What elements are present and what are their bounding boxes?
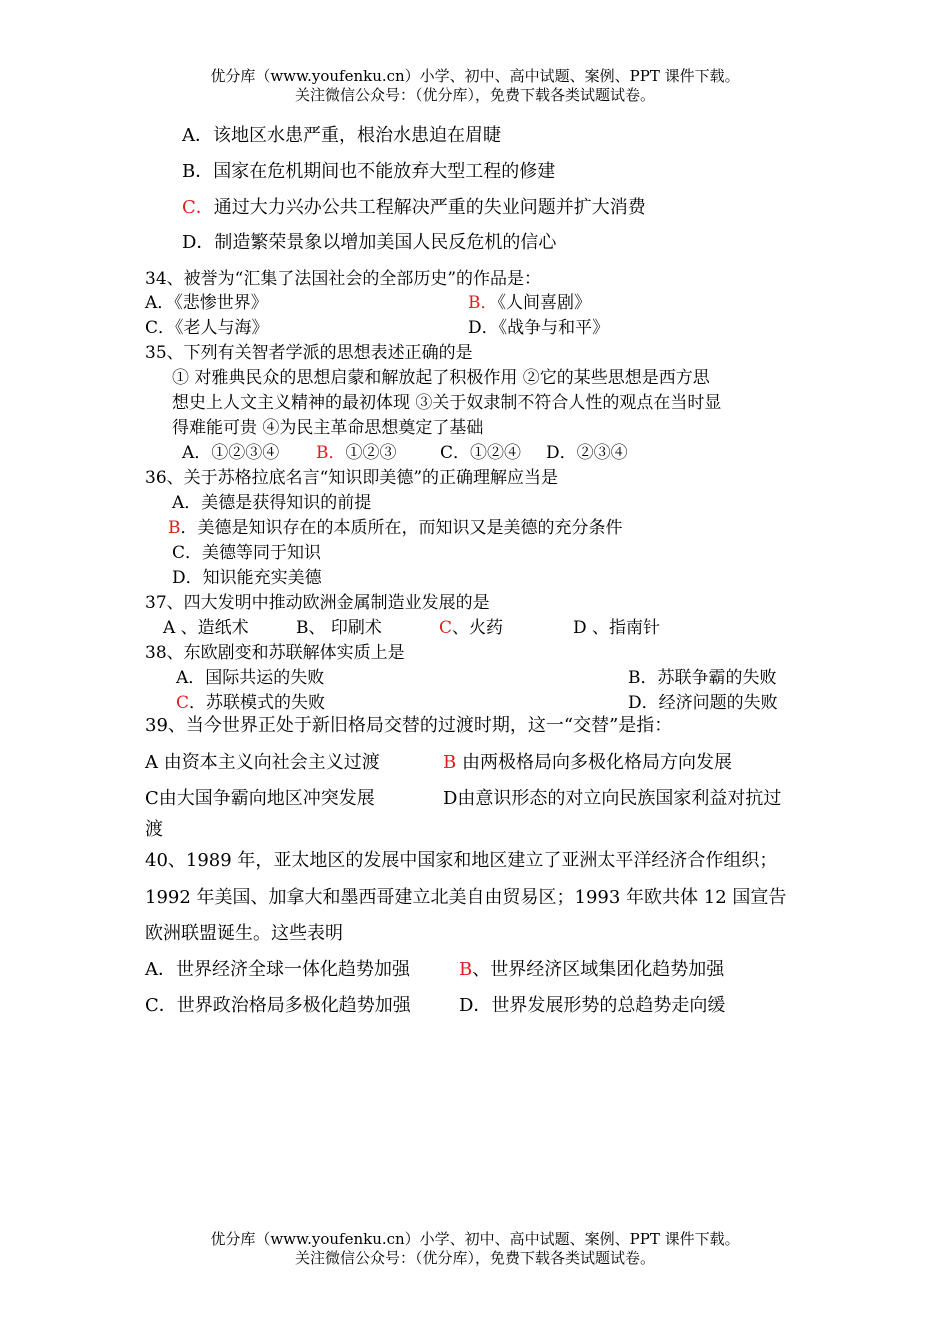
q38-option-c — [176, 692, 325, 714]
q38-option-c-letter: C — [176, 693, 190, 713]
q35-option-a: A．①②③④ — [182, 443, 280, 463]
q34-option-c: C．《老人与海》 — [145, 318, 269, 338]
q37-option-b: B、 印刷术 — [296, 618, 382, 638]
q39-stem: 39、当今世界正处于新旧格局交替的过渡时期，这一“交替”是指： — [145, 715, 673, 736]
q39-option-b — [443, 751, 732, 775]
q35-option-d: D．②③④ — [546, 443, 628, 463]
q33-option-b: B．国家在危机期间也不能放弃大型工程的修建 — [182, 161, 556, 182]
q34-option-b-text: 《人间喜剧》 — [497, 293, 591, 313]
q35-option-c: C．①②④ — [440, 443, 522, 463]
page-header-line-2: 关注微信公众号：（优分库），免费下载各类试题试卷。 — [294, 86, 655, 104]
q36-stem: 36、关于苏格拉底名言“知识即美德”的正确理解应当是 — [145, 468, 559, 488]
q39-option-d: D由意识形态的对立向民族国家利益对抗过 — [443, 788, 782, 809]
q33-option-c-letter: C． — [182, 197, 214, 218]
q38-option-d: D．经济问题的失败 — [628, 693, 778, 713]
q38-stem: 38、东欧剧变和苏联解体实质上是 — [145, 643, 405, 663]
page-footer-line-1: 优分库（www.youfenku.cn）小学、初中、高中试题、案例、PPT 课件下载。 — [210, 1230, 740, 1248]
q33-option-c — [182, 196, 646, 220]
q38-option-b: B．苏联争霸的失败 — [628, 668, 777, 688]
q35-option-b-letter: B． — [316, 443, 346, 463]
q37-option-c — [439, 617, 503, 639]
q35-stem: 35、下列有关智者学派的思想表述正确的是 — [145, 343, 473, 363]
q36-option-b — [168, 517, 623, 539]
q35-statement-line-3: 得难能可贵 ④为民主革命思想奠定了基础 — [172, 418, 484, 438]
q34-option-d: D．《战争与和平》 — [468, 318, 610, 338]
q39-option-d-continued: 渡 — [145, 819, 163, 840]
q39-option-b-text: 由两极格局向多极化格局方向发展 — [456, 752, 732, 773]
q39-option-c: C由大国争霸向地区冲突发展 — [145, 788, 375, 809]
q35-statement-line-1: ① 对雅典民众的思想启蒙和解放起了积极作用 ②它的某些思想是西方思 — [172, 368, 710, 388]
q33-option-a: A．该地区水患严重，根治水患迫在眉睫 — [182, 125, 501, 146]
q40-option-c: C．世界政治格局多极化趋势加强 — [145, 995, 411, 1016]
q40-stem-line-2: 1992 年美国、加拿大和墨西哥建立北美自由贸易区；1993 年欧共体 12 国宣告 — [145, 887, 787, 908]
q36-option-d: D．知识能充实美德 — [172, 568, 322, 588]
q38-option-c-text: ．苏联模式的失败 — [189, 693, 326, 713]
q36-option-a: A．美德是获得知识的前提 — [172, 493, 372, 513]
q40-option-a: A．世界经济全球一体化趋势加强 — [145, 959, 410, 980]
q36-option-b-letter: B — [168, 518, 181, 538]
q35-option-b — [316, 442, 397, 464]
q35-statement-line-2: 想史上人文主义精神的最初体现 ③关于奴隶制不符合人性的观点在当时显 — [172, 393, 722, 413]
q40-option-b — [459, 958, 724, 982]
q37-option-d: D 、指南针 — [573, 618, 661, 638]
q40-stem-line-3: 欧洲联盟诞生。这些表明 — [145, 923, 343, 944]
q37-option-c-letter: C — [439, 618, 453, 638]
q40-option-b-text: 、世界经济区域集团化趋势加强 — [472, 959, 725, 980]
q37-stem: 37、四大发明中推动欧洲金属制造业发展的是 — [145, 593, 490, 613]
q34-option-b-letter: B． — [468, 293, 498, 313]
q33-option-c-text: 通过大力兴办公共工程解决严重的失业问题并扩大消费 — [213, 197, 646, 218]
q38-option-a: A．国际共运的失败 — [176, 668, 325, 688]
q40-option-b-letter: B — [459, 959, 473, 980]
q36-option-b-text: ．美德是知识存在的本质所在，而知识又是美德的充分条件 — [180, 518, 623, 538]
q35-option-b-text: ①②③ — [345, 443, 397, 463]
q34-option-b — [468, 292, 591, 314]
q36-option-c: C．美德等同于知识 — [172, 543, 322, 563]
q39-option-b-letter: B — [443, 752, 457, 773]
q39-option-a: A 由资本主义向社会主义过渡 — [145, 752, 380, 773]
q34-option-a: A．《悲惨世界》 — [145, 293, 268, 313]
page-header-line-1: 优分库（www.youfenku.cn）小学、初中、高中试题、案例、PPT 课件下载。 — [210, 67, 740, 85]
q37-option-c-text: 、火药 — [452, 618, 504, 638]
q40-stem-line-1: 40、1989 年，亚太地区的发展中国家和地区建立了亚洲太平洋经济合作组织； — [145, 850, 778, 871]
q40-option-d: D．世界发展形势的总趋势走向缓 — [459, 995, 726, 1016]
page-footer-line-2: 关注微信公众号：（优分库），免费下载各类试题试卷。 — [294, 1249, 655, 1267]
q33-option-d: D．制造繁荣景象以增加美国人民反危机的信心 — [182, 232, 557, 253]
q37-option-a: A 、造纸术 — [163, 618, 249, 638]
q34-stem: 34、被誉为“汇集了法国社会的全部历史”的作品是： — [145, 269, 542, 289]
